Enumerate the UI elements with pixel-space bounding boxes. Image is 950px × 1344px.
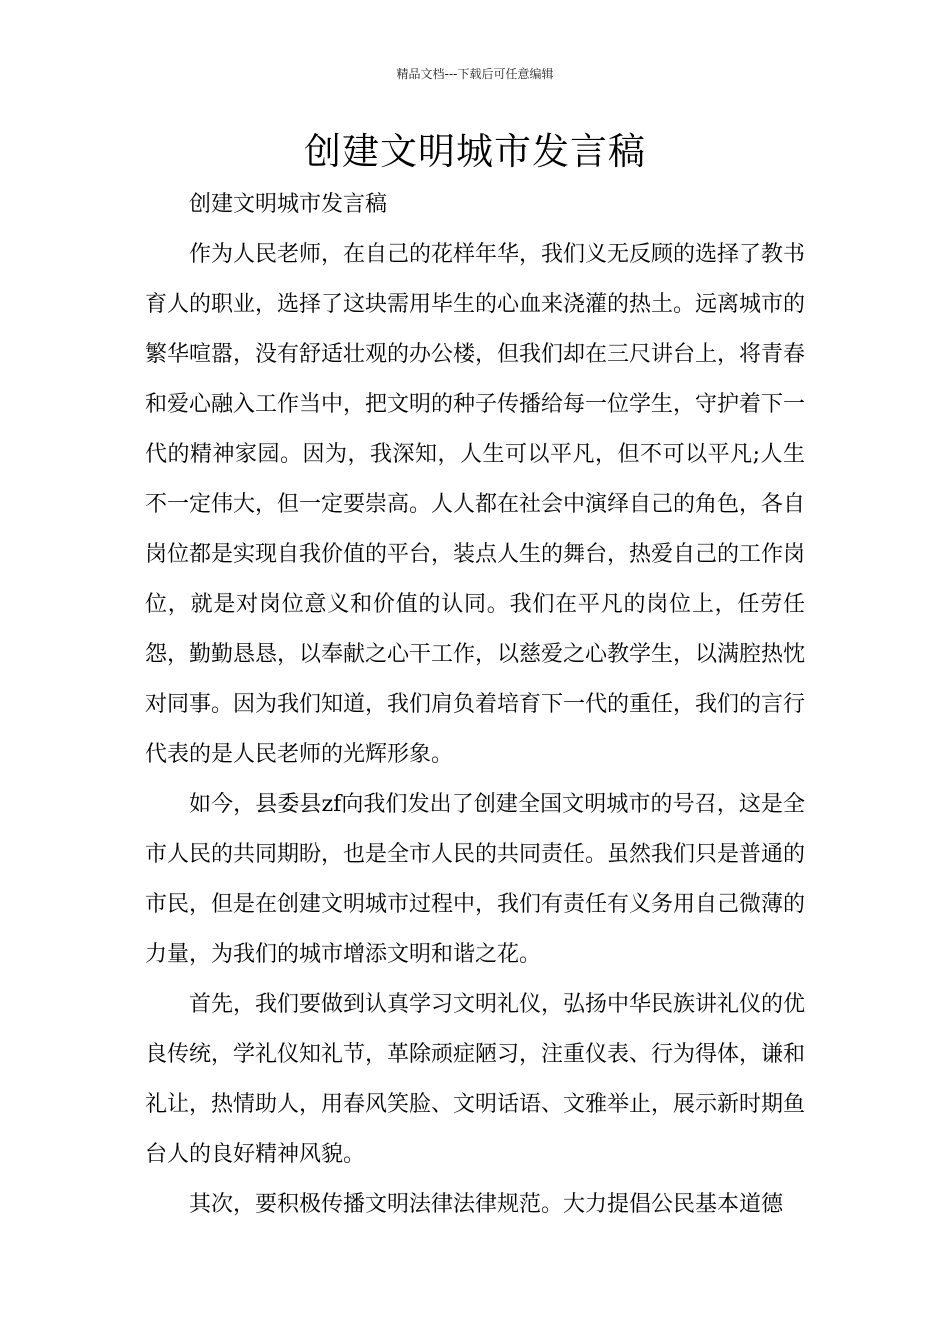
paragraph: 首先，我们要做到认真学习文明礼仪，弘扬中华民族讲礼仪的优良传统，学礼仪知礼节，革除顽症陋习，注重仪表、行为得体，谦和礼让，热情助人，用春风笑脸、文明话语、文雅举止，展示新时期鱼台人的良好精神风貌。 — [145, 992, 806, 1167]
paragraph-subtitle: 创建文明城市发言稿 — [189, 192, 388, 217]
paragraph: 其次，要积极传播文明法律法律规范。大力提倡公民基本道德 — [189, 1192, 784, 1217]
header-note: 精品文档---下载后可任意编辑 — [396, 67, 554, 81]
document-body — [145, 180, 805, 1230]
paragraph: 如今，县委县zf向我们发出了创建全国文明城市的号召，这是全市人民的共同期盼，也是全市人民的共同责任。虽然我们只是普通的市民，但是在创建文明城市过程中，我们有责任有义务用自己微薄的力量，为我们的城市增添文明和谐之花。 — [145, 792, 806, 967]
document-title: 创建文明城市发言稿 — [304, 130, 646, 173]
paragraph: 作为人民老师，在自己的花样年华，我们义无反顾的选择了教书育人的职业，选择了这块需用毕生的心血来浇灌的热土。远离城市的繁华喧嚣，没有舒适壮观的办公楼，但我们却在三尺讲台上，将青春和爱心融入工作当中，把文明的种子传播给每一位学生，守护着下一代的精神家园。因为，我深知，人生可以平凡，但不可以平凡;人生不一定伟大，但一定要崇高。人人都在社会中演绎自己的角色，各自岗位都是实现自我价值的平台，装点人生的舞台，热爱自己的工作岗位，就是对岗位意义和价值的认同。我们在平凡的岗位上，任劳任怨，勤勤恳恳，以奉献之心干工作，以慈爱之心教学生，以满腔热忱对同事。因为我们知道，我们肩负着培育下一代的重任，我们的言行代表的是人民老师的光辉形象。 — [145, 242, 806, 767]
